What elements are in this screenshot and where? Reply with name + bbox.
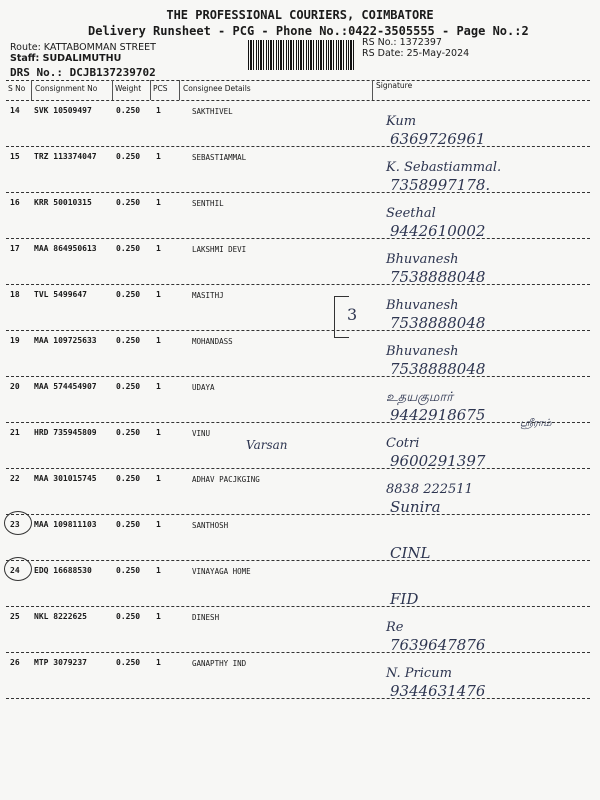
weight-cell: 0.250 — [116, 428, 141, 437]
row-separator — [6, 146, 590, 147]
row-separator — [6, 422, 590, 423]
signature-cell — [376, 336, 596, 380]
column-divider — [31, 80, 32, 100]
handwritten-signature: உதயகுமார் — [386, 390, 453, 405]
handwritten-signature: 9442610002 — [390, 222, 486, 240]
s-no-cell: 14 — [10, 106, 20, 115]
row-separator — [6, 514, 590, 515]
s-no-cell: 20 — [10, 382, 20, 391]
table-row — [0, 516, 600, 562]
consignment-no-cell: TVL 5499647 — [34, 290, 87, 299]
s-no-cell: 24 — [10, 566, 20, 575]
s-no-cell: 16 — [10, 198, 20, 207]
col-header-pcs: PCS — [153, 84, 168, 93]
pcs-cell: 1 — [156, 382, 161, 391]
pcs-cell: 1 — [156, 474, 161, 483]
handwritten-signature: K. Sebastiammal. — [386, 160, 502, 175]
handwritten-signature: 7639647876 — [390, 636, 486, 654]
handwritten-tamil-note: ஸ்ரீராம் — [520, 418, 552, 429]
handwritten-signature: 7538888048 — [390, 314, 486, 332]
table-row — [0, 102, 600, 148]
consignment-no-cell: TRZ 113374047 — [34, 152, 97, 161]
table-row — [0, 332, 600, 378]
row-separator — [6, 652, 590, 653]
pcs-cell: 1 — [156, 428, 161, 437]
consignee-cell: VINU — [192, 429, 211, 438]
consignment-no-cell: MAA 574454907 — [34, 382, 97, 391]
pcs-cell: 1 — [156, 152, 161, 161]
signature-cell — [376, 198, 596, 242]
handwritten-signature: 6369726961 — [390, 130, 486, 148]
consignee-cell: SAKTHIVEL — [192, 107, 233, 116]
col-header-consignee: Consignee Details — [183, 84, 251, 93]
consignee-cell: UDAYA — [192, 383, 215, 392]
table-row — [0, 608, 600, 654]
weight-cell: 0.250 — [116, 244, 141, 253]
s-no-cell: 15 — [10, 152, 20, 161]
row-separator — [6, 284, 590, 285]
consignment-no-cell: MTP 3079237 — [34, 658, 87, 667]
handwritten-signature: 7538888048 — [390, 360, 486, 378]
handwritten-signature: 8838 222511 — [386, 482, 473, 497]
weight-cell: 0.250 — [116, 382, 141, 391]
pcs-cell: 1 — [156, 612, 161, 621]
consignee-cell: ADHAV PACJKGING — [192, 475, 260, 484]
weight-cell: 0.250 — [116, 336, 141, 345]
consignee-cell: MASITHJ — [192, 291, 224, 300]
weight-cell: 0.250 — [116, 106, 141, 115]
consignee-cell: DINESH — [192, 613, 220, 622]
pcs-cell: 1 — [156, 566, 161, 575]
weight-cell: 0.250 — [116, 290, 141, 299]
row-separator — [6, 192, 590, 193]
s-no-cell: 25 — [10, 612, 20, 621]
handwritten-signature: 7358997178. — [390, 176, 491, 194]
weight-cell: 0.250 — [116, 520, 141, 529]
pcs-cell: 1 — [156, 520, 161, 529]
s-no-cell: 18 — [10, 290, 20, 299]
consignment-no-cell: MAA 301015745 — [34, 474, 97, 483]
consignee-cell: VINAYAGA HOME — [192, 567, 251, 576]
handwritten-signature: 7538888048 — [390, 268, 486, 286]
rs-date: RS Date: 25-May-2024 — [362, 48, 470, 59]
row-separator — [6, 376, 590, 377]
column-divider — [112, 80, 113, 100]
weight-cell: 0.250 — [116, 474, 141, 483]
signature-cell — [376, 612, 596, 656]
handwritten-signature: Sunira — [390, 498, 441, 516]
pcs-cell: 1 — [156, 106, 161, 115]
s-no-cell: 21 — [10, 428, 20, 437]
row-separator — [6, 698, 590, 699]
signature-cell — [376, 658, 596, 702]
col-header-sno: S No — [8, 84, 26, 93]
row-circle-mark — [4, 511, 32, 535]
barcode-image — [248, 40, 356, 70]
table-row — [0, 286, 600, 332]
pcs-cell: 1 — [156, 658, 161, 667]
table-row — [0, 654, 600, 700]
pcs-cell: 1 — [156, 336, 161, 345]
signature-cell — [376, 244, 596, 288]
bracket-number: 3 — [347, 305, 358, 324]
handwritten-signature: N. Pricum — [386, 666, 452, 681]
signature-cell — [376, 520, 596, 564]
consignment-no-cell: HRD 735945809 — [34, 428, 97, 437]
signature-cell — [376, 474, 596, 518]
signature-cell — [376, 290, 596, 334]
handwritten-signature: 9600291397 — [390, 452, 486, 470]
signature-cell — [376, 106, 596, 150]
consignment-no-cell: SVK 10509497 — [34, 106, 92, 115]
weight-cell: 0.250 — [116, 612, 141, 621]
consignee-cell: SENTHIL — [192, 199, 224, 208]
consignee-cell: SEBASTIAMMAL — [192, 153, 247, 162]
table-row — [0, 378, 600, 424]
row-separator — [6, 330, 590, 331]
s-no-cell: 26 — [10, 658, 20, 667]
row-circle-mark — [4, 557, 32, 581]
row-separator — [6, 606, 590, 607]
company-title: THE PROFESSIONAL COURIERS, COIMBATORE — [166, 8, 434, 22]
weight-cell: 0.250 — [116, 658, 141, 667]
consignment-no-cell: KRR 50010315 — [34, 198, 92, 207]
handwritten-signature: Seethal — [386, 206, 436, 221]
handwritten-signature: Bhuvanesh — [386, 298, 459, 313]
column-divider — [150, 80, 151, 100]
s-no-cell: 19 — [10, 336, 20, 345]
runsheet-subtitle: Delivery Runsheet - PCG - Phone No.:0422-3505555 - Page No.:2 — [88, 24, 529, 38]
handwritten-signature: 9344631476 — [390, 682, 486, 700]
staff-label: Staff: SUDALIMUTHU — [10, 53, 122, 64]
table-row — [0, 148, 600, 194]
consignment-no-cell: MAA 109811103 — [34, 520, 97, 529]
row-separator — [6, 468, 590, 469]
pcs-cell: 1 — [156, 244, 161, 253]
s-no-cell: 17 — [10, 244, 20, 253]
consignment-no-cell: NKL 8222625 — [34, 612, 87, 621]
weight-cell: 0.250 — [116, 566, 141, 575]
handwritten-signature: 9442918675 — [390, 406, 486, 424]
handwritten-note: Varsan — [246, 438, 288, 452]
signature-cell — [376, 566, 596, 610]
table-row — [0, 562, 600, 608]
consignment-no-cell: MAA 109725633 — [34, 336, 97, 345]
signature-cell — [376, 152, 596, 196]
route-label: Route: KATTABOMMAN STREET — [10, 42, 156, 53]
handwritten-signature: Bhuvanesh — [386, 252, 459, 267]
pcs-cell: 1 — [156, 198, 161, 207]
handwritten-signature: Bhuvanesh — [386, 344, 459, 359]
consignee-cell: SANTHOSH — [192, 521, 229, 530]
handwritten-signature: FID — [390, 590, 419, 608]
consignment-no-cell: EDQ 16688530 — [34, 566, 92, 575]
handwritten-signature: Kum — [386, 114, 417, 129]
signature-cell — [376, 428, 596, 472]
handwritten-signature: Cotri — [386, 436, 420, 451]
consignee-cell: LAKSHMI DEVI — [192, 245, 247, 254]
header-top-rule — [6, 80, 590, 81]
column-divider — [179, 80, 180, 100]
consignee-cell: GANAPTHY IND — [192, 659, 247, 668]
consignment-no-cell: MAA 864950613 — [34, 244, 97, 253]
consignee-cell: MOHANDASS — [192, 337, 233, 346]
s-no-cell: 23 — [10, 520, 20, 529]
handwritten-signature: CINL — [390, 544, 431, 562]
signature-cell — [376, 382, 596, 426]
row-separator — [6, 238, 590, 239]
table-row — [0, 424, 600, 470]
rs-number: RS No.: 1372397 — [362, 37, 442, 48]
weight-cell: 0.250 — [116, 152, 141, 161]
col-header-signature: Signature — [376, 81, 413, 90]
table-row — [0, 194, 600, 240]
col-header-consignment: Consignment No — [35, 84, 98, 93]
col-header-weight: Weight — [115, 84, 142, 93]
table-row — [0, 470, 600, 516]
handwritten-signature: Re — [386, 620, 404, 635]
drs-number: DRS No.: DCJB137239702 — [10, 66, 156, 79]
row-separator — [6, 560, 590, 561]
column-divider — [372, 80, 373, 100]
weight-cell: 0.250 — [116, 198, 141, 207]
table-row — [0, 240, 600, 286]
pcs-cell: 1 — [156, 290, 161, 299]
s-no-cell: 22 — [10, 474, 20, 483]
header-bottom-rule — [6, 100, 590, 101]
